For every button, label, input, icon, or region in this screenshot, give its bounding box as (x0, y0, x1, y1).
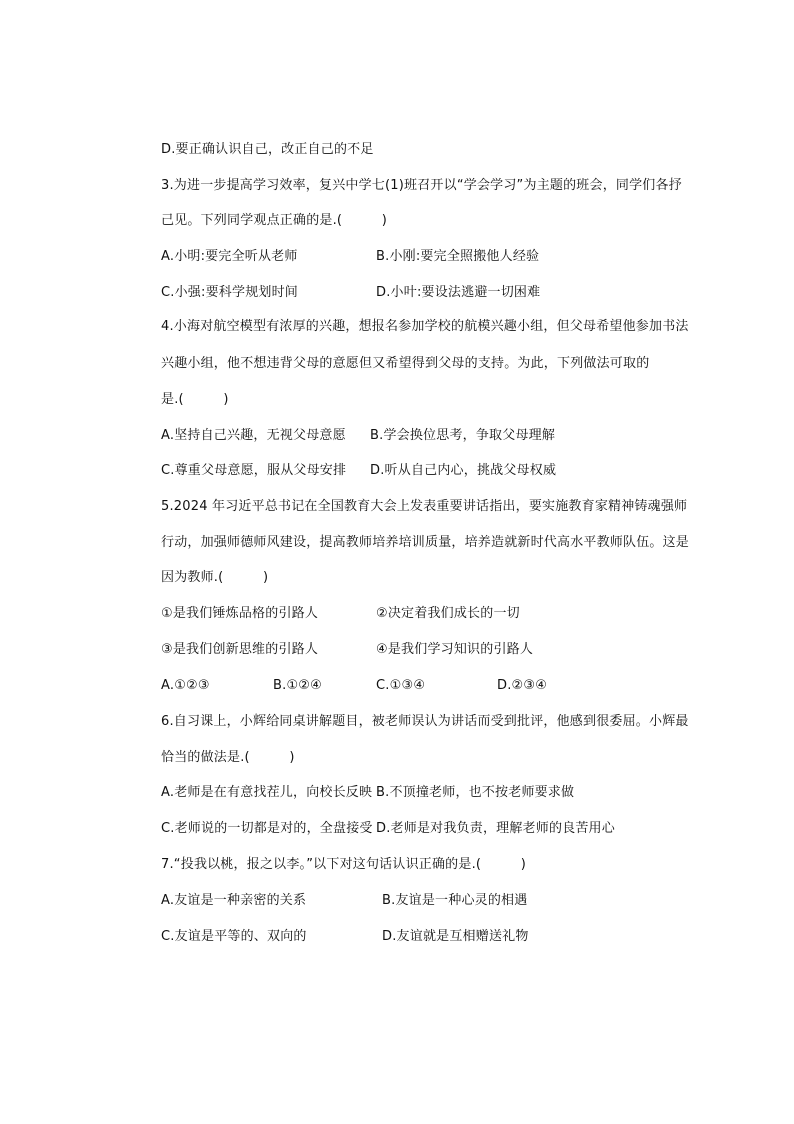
question-5-stem: 5.2024 年习近平总书记在全国教育大会上发表重要讲话指出，要实施教育家精神铸魂强师 (161, 499, 688, 514)
q3-option-d: D.小叶:要设法逃避一切困难 (376, 285, 541, 300)
question-6-stem: 6.自习课上，小辉给同桌讲解题目，被老师误认为讲话而受到批评，他感到很委屈。小辉最 (161, 714, 689, 729)
question-7-stem: 7.“投我以桃，报之以李。”以下对这句话认识正确的是.( ) (161, 857, 527, 872)
question-3-stem: 3.为进一步提高学习效率，复兴中学七(1)班召开以“学会学习”为主题的班会，同学们各抒 (161, 178, 682, 193)
q3-option-b: B.小刚:要完全照搬他人经验 (376, 249, 540, 264)
q4-option-c: C.尊重父母意愿，服从父母安排 (161, 463, 347, 478)
question-4-stem-cont: 兴趣小组，他不想违背父母的意愿但又希望得到父母的支持。为此，下列做法可取的 (161, 356, 650, 371)
question-4-stem: 4.小海对航空模型有浓厚的兴趣，想报名参加学校的航模兴趣小组，但父母希望他参加书法 (161, 319, 689, 334)
q5-item-4: ④是我们学习知识的引路人 (376, 642, 534, 657)
q5-option-c: C.①③④ (376, 678, 426, 693)
q4-option-b: B.学会换位思考，争取父母理解 (370, 428, 556, 443)
q7-option-a: A.友谊是一种亲密的关系 (161, 893, 307, 908)
q6-option-a: A.老师是在有意找茬儿，向校长反映 (161, 785, 373, 800)
question-3-stem-cont: 己见。下列同学观点正确的是.( ) (161, 213, 388, 228)
q3-option-a: A.小明:要完全听从老师 (161, 249, 298, 264)
q6-option-d: D.老师是对我负责，理解老师的良苦用心 (376, 821, 615, 836)
q7-option-d: D.友谊就是互相赠送礼物 (382, 929, 529, 944)
q3-option-c: C.小强:要科学规划时间 (161, 285, 298, 300)
q5-option-d: D.②③④ (497, 678, 548, 693)
prev-option-d: D.要正确认识自己，改正自己的不足 (161, 142, 374, 157)
q5-item-3: ③是我们创新思维的引路人 (161, 642, 319, 657)
question-5-stem-cont: 行动，加强师德师风建设，提高教师培养培训质量，培养造就新时代高水平教师队伍。这是 (161, 535, 690, 550)
q7-option-c: C.友谊是平等的、双向的 (161, 929, 307, 944)
q5-option-b: B.①②④ (273, 678, 323, 693)
q5-item-1: ①是我们锤炼品格的引路人 (161, 606, 319, 621)
q5-item-2: ②决定着我们成长的一切 (376, 606, 520, 621)
question-5-stem-end: 因为教师.( ) (161, 570, 269, 585)
q6-option-b: B.不顶撞老师，也不按老师要求做 (376, 785, 575, 800)
q7-option-b: B.友谊是一种心灵的相遇 (382, 893, 528, 908)
q4-option-d: D.听从自己内心，挑战父母权威 (370, 463, 557, 478)
q5-option-a: A.①②③ (161, 678, 210, 693)
q6-option-c: C.老师说的一切都是对的，全盘接受 (161, 821, 373, 836)
question-4-stem-end: 是.( ) (161, 392, 229, 407)
q4-option-a: A.坚持自己兴趣，无视父母意愿 (161, 428, 346, 443)
question-6-stem-cont: 恰当的做法是.( ) (161, 750, 295, 765)
